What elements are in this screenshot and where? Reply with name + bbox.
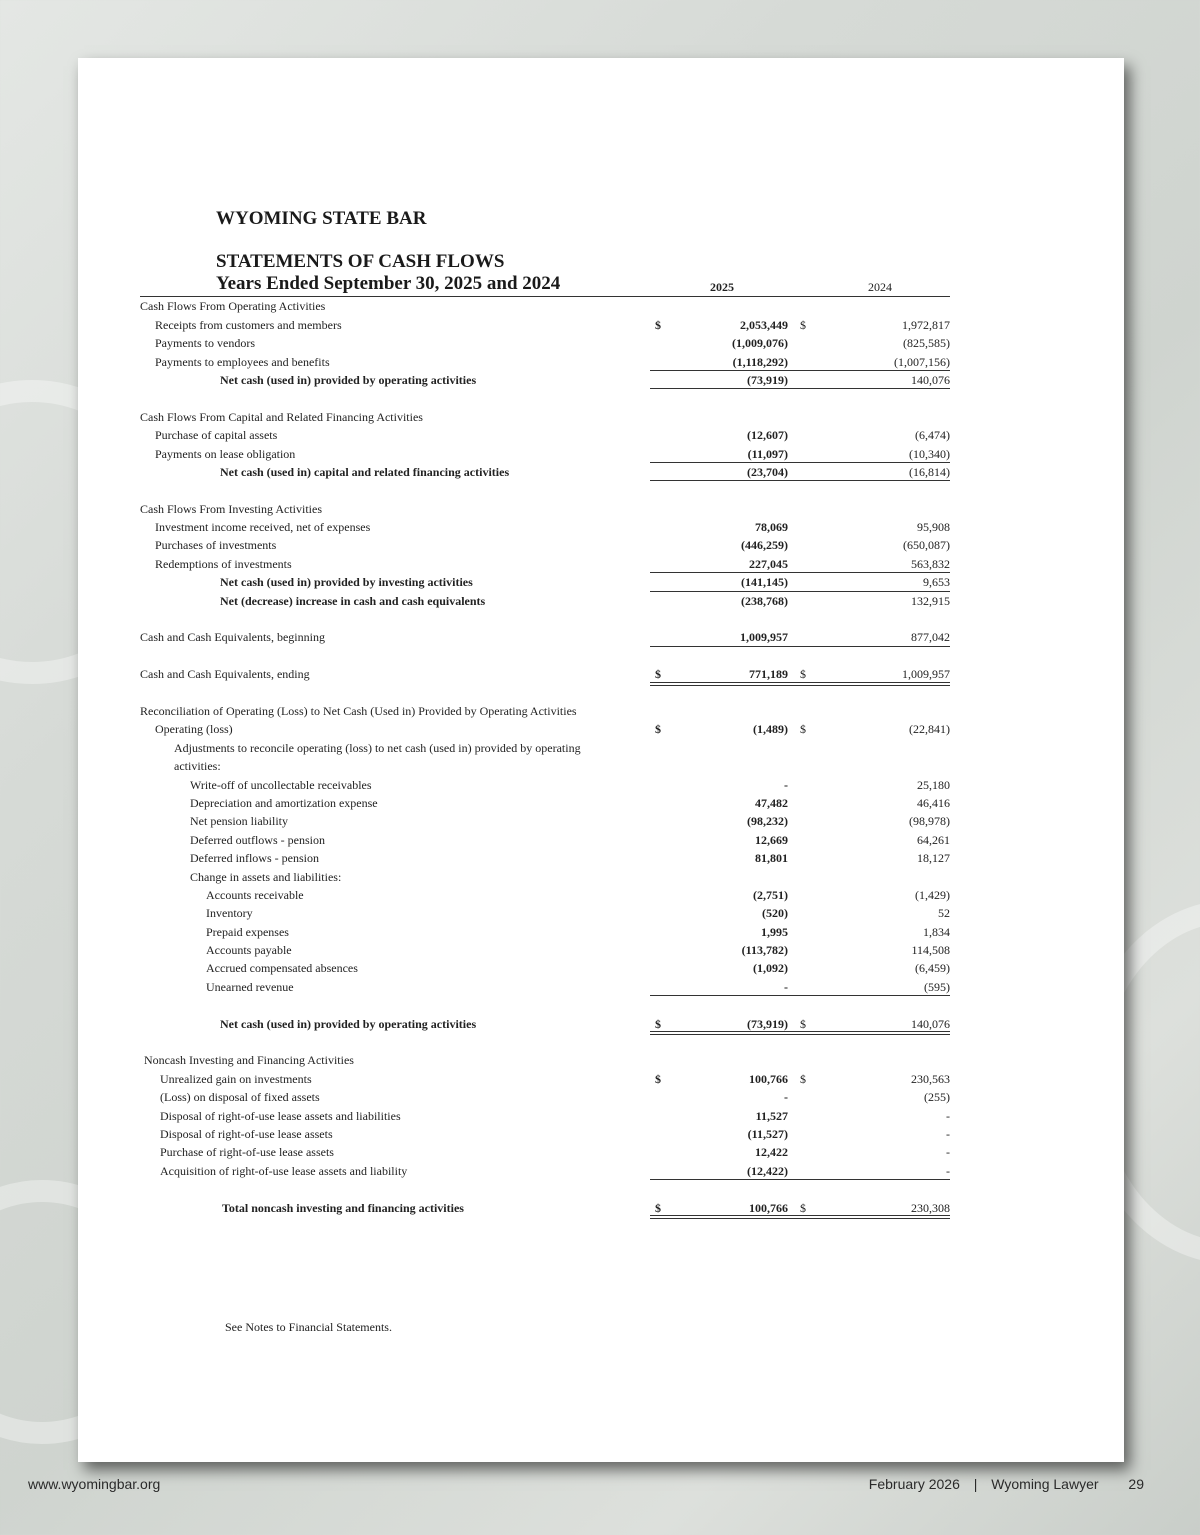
currency-sign: $ xyxy=(800,1200,806,1215)
table-row xyxy=(140,628,950,646)
value-2024: (595) xyxy=(924,979,950,994)
row-label: Payments to employees and benefits xyxy=(155,354,330,369)
table-row xyxy=(140,1088,950,1106)
table-row xyxy=(140,1125,950,1143)
row-label: Receipts from customers and members xyxy=(155,317,342,332)
value-2024: 877,042 xyxy=(911,630,950,645)
cash-flow-statement xyxy=(140,278,950,1217)
value-2025: (73,919) xyxy=(747,1016,788,1031)
spacer xyxy=(140,647,950,665)
currency-sign: $ xyxy=(655,1200,661,1215)
table-row xyxy=(140,426,950,444)
value-2024: 52 xyxy=(938,906,950,921)
value-2025: - xyxy=(784,777,788,792)
value-2025: (2,751) xyxy=(753,887,788,902)
value-2025: (1,092) xyxy=(753,961,788,976)
value-2024: - xyxy=(946,1145,950,1160)
table-row xyxy=(140,776,950,794)
value-2024: - xyxy=(946,1108,950,1123)
total-row xyxy=(140,463,950,481)
value-2024: (1,007,156) xyxy=(894,354,950,369)
row-label: Accounts receivable xyxy=(206,887,304,902)
currency-sign: $ xyxy=(655,1071,661,1086)
organization-name: WYOMING STATE BAR xyxy=(216,208,427,229)
table-row xyxy=(140,904,950,922)
row-label: Unrealized gain on investments xyxy=(160,1071,312,1086)
value-2024: 1,972,817 xyxy=(902,317,950,332)
value-2024: 95,908 xyxy=(917,520,950,535)
footer-issue-info xyxy=(869,1476,1144,1492)
value-2024: (22,841) xyxy=(909,722,950,737)
row-label: Acquisition of right-of-use lease assets and liability xyxy=(160,1163,408,1178)
table-row xyxy=(140,959,950,977)
row-label: Write-off of uncollectable receivables xyxy=(190,777,372,792)
row-label: Net pension liability xyxy=(190,814,288,829)
currency-sign: $ xyxy=(800,1016,806,1031)
value-2025: (446,259) xyxy=(741,538,788,553)
row-label: Cash and Cash Equivalents, beginning xyxy=(140,630,325,645)
value-2025: (73,919) xyxy=(747,372,788,387)
value-2025: (238,768) xyxy=(741,593,788,608)
value-2025: - xyxy=(784,1090,788,1105)
value-2025: 11,527 xyxy=(755,1108,788,1123)
table-row xyxy=(140,536,950,554)
column-header-2024: 2024 xyxy=(868,280,892,294)
spacer xyxy=(140,1180,950,1198)
double-rule xyxy=(650,1215,950,1219)
value-2024: (98,978) xyxy=(909,814,950,829)
table-row xyxy=(140,665,950,683)
column-header-2025: 2025 xyxy=(710,280,734,294)
table-row xyxy=(140,1107,950,1125)
table-row xyxy=(140,445,950,463)
value-2025: 1,995 xyxy=(761,924,788,939)
value-2025: (11,527) xyxy=(747,1126,788,1141)
table-row xyxy=(140,941,950,959)
value-2025: (98,232) xyxy=(747,814,788,829)
section-heading xyxy=(140,408,950,426)
value-2024: 230,563 xyxy=(911,1071,950,1086)
row-label: Payments to vendors xyxy=(155,336,255,351)
value-2024: 9,653 xyxy=(923,575,950,590)
spacer xyxy=(140,684,950,702)
section-heading xyxy=(140,1051,950,1069)
total-label: Net cash (used in) provided by operating activities xyxy=(220,1016,477,1031)
value-2025: (12,422) xyxy=(747,1163,788,1178)
value-2025: (141,145) xyxy=(741,575,788,590)
value-2024: (6,474) xyxy=(915,428,950,443)
row-label: Prepaid expenses xyxy=(206,924,289,939)
total-label: Net cash (used in) provided by operating activities xyxy=(220,372,477,387)
footer-page-number: 29 xyxy=(1128,1476,1144,1492)
spacer xyxy=(140,610,950,628)
value-2025: (23,704) xyxy=(747,464,788,479)
row-label: (Loss) on disposal of fixed assets xyxy=(160,1090,320,1105)
value-2024: - xyxy=(946,1163,950,1178)
value-2025: - xyxy=(784,979,788,994)
currency-sign: $ xyxy=(800,1071,806,1086)
total-label: Total noncash investing and financing activities xyxy=(222,1200,464,1215)
footer-publication: Wyoming Lawyer xyxy=(991,1476,1099,1492)
row-label: Change in assets and liabilities: xyxy=(190,869,342,884)
row-label: Payments on lease obligation xyxy=(155,446,296,461)
value-2024: (255) xyxy=(924,1090,950,1105)
value-2025: 47,482 xyxy=(755,795,788,810)
value-2025: (1,118,292) xyxy=(732,354,788,369)
reconciliation-heading: Reconciliation of Operating (Loss) to Net Cash (Used in) Provided by Operating Activities xyxy=(140,703,577,718)
currency-sign: $ xyxy=(800,317,806,332)
row-label: Purchase of capital assets xyxy=(155,428,278,443)
value-2024: (16,814) xyxy=(909,464,950,479)
table-row xyxy=(140,739,950,757)
value-2024: (1,429) xyxy=(915,887,950,902)
spacer xyxy=(140,389,950,407)
total-row xyxy=(140,1199,950,1217)
value-2024: (10,340) xyxy=(909,446,950,461)
value-2024: 563,832 xyxy=(911,556,950,571)
row-label: Deferred inflows - pension xyxy=(190,851,319,866)
section-heading xyxy=(140,500,950,518)
table-row xyxy=(140,353,950,371)
value-2025: (12,607) xyxy=(747,428,788,443)
value-2024: 114,508 xyxy=(911,943,950,958)
value-2025: 100,766 xyxy=(749,1200,788,1215)
row-label: Operating (loss) xyxy=(155,722,233,737)
section-heading xyxy=(140,297,950,315)
value-2025: 12,669 xyxy=(755,832,788,847)
table-row xyxy=(140,978,950,996)
table-row xyxy=(140,831,950,849)
table-row xyxy=(140,923,950,941)
table-row xyxy=(140,334,950,352)
value-2025: (520) xyxy=(762,906,788,921)
investing-heading: Cash Flows From Investing Activities xyxy=(140,501,323,516)
row-label: Redemptions of investments xyxy=(155,556,292,571)
currency-sign: $ xyxy=(800,722,806,737)
row-label: Inventory xyxy=(206,906,253,921)
row-label: Purchases of investments xyxy=(155,538,277,553)
value-2025: (113,782) xyxy=(741,943,788,958)
value-2025: (1,009,076) xyxy=(732,336,788,351)
total-row xyxy=(140,371,950,389)
financing-heading: Cash Flows From Capital and Related Financing Activities xyxy=(140,409,423,424)
value-2024: 140,076 xyxy=(911,1016,950,1031)
footer-website[interactable]: www.wyomingbar.org xyxy=(28,1476,161,1492)
spacer xyxy=(140,481,950,499)
value-2024: 18,127 xyxy=(917,851,950,866)
value-2025: 771,189 xyxy=(749,667,788,682)
value-2024: 64,261 xyxy=(917,832,950,847)
row-label: Depreciation and amortization expense xyxy=(190,795,378,810)
section-heading xyxy=(140,702,950,720)
table-row xyxy=(140,812,950,830)
footer-separator: | xyxy=(973,1476,978,1492)
row-label: activities: xyxy=(174,759,221,774)
table-row xyxy=(140,868,950,886)
total-label: Net cash (used in) capital and related financing activities xyxy=(220,464,510,479)
row-label: Unearned revenue xyxy=(206,979,294,994)
table-row xyxy=(140,849,950,867)
row-label: Disposal of right-of-use lease assets and liabilities xyxy=(160,1108,401,1123)
value-2024: 230,308 xyxy=(911,1200,950,1215)
value-2024: 1,834 xyxy=(923,924,950,939)
value-2024: 132,915 xyxy=(911,593,950,608)
currency-sign: $ xyxy=(800,667,806,682)
table-row xyxy=(140,1070,950,1088)
value-2024: 46,416 xyxy=(917,795,950,810)
noncash-heading: Noncash Investing and Financing Activities xyxy=(144,1053,354,1068)
table-row xyxy=(140,886,950,904)
currency-sign: $ xyxy=(655,317,661,332)
currency-sign: $ xyxy=(655,1016,661,1031)
statement-title: STATEMENTS OF CASH FLOWS xyxy=(216,251,505,272)
spacer xyxy=(140,996,950,1014)
value-2024: 140,076 xyxy=(911,372,950,387)
total-label: Net (decrease) increase in cash and cash equivalents xyxy=(220,593,486,608)
value-2025: 2,053,449 xyxy=(740,317,788,332)
value-2025: 227,045 xyxy=(749,556,788,571)
total-row xyxy=(140,1015,950,1033)
value-2024: (825,585) xyxy=(903,336,950,351)
total-row xyxy=(140,573,950,591)
table-row xyxy=(140,518,950,536)
statement-period: Years Ended September 30, 2025 and 2024 xyxy=(216,273,561,294)
value-2024: (650,087) xyxy=(903,538,950,553)
value-2025: (1,489) xyxy=(753,722,788,737)
footer-issue: February 2026 xyxy=(868,1476,960,1492)
currency-sign: $ xyxy=(655,722,661,737)
spacer xyxy=(140,1033,950,1051)
table-row xyxy=(140,316,950,334)
row-label: Accrued compensated absences xyxy=(206,961,358,976)
value-2024: 1,009,957 xyxy=(902,667,950,682)
row-label: Cash and Cash Equivalents, ending xyxy=(140,667,310,682)
value-2025: 1,009,957 xyxy=(740,630,788,645)
table-row xyxy=(140,794,950,812)
currency-sign: $ xyxy=(655,667,661,682)
value-2025: (11,097) xyxy=(747,446,788,461)
footnote: See Notes to Financial Statements. xyxy=(225,1320,392,1334)
row-label: Deferred outflows - pension xyxy=(190,832,325,847)
table-row xyxy=(140,757,950,775)
table-row xyxy=(140,1162,950,1180)
table-row xyxy=(140,555,950,573)
total-row xyxy=(140,592,950,610)
row-label: Investment income received, net of expenses xyxy=(155,520,371,535)
value-2025: 12,422 xyxy=(755,1145,788,1160)
value-2024: 25,180 xyxy=(917,777,950,792)
column-header-row xyxy=(140,278,950,297)
row-label: Adjustments to reconcile operating (loss) to net cash (used in) provided by operating xyxy=(174,740,581,755)
value-2024: (6,459) xyxy=(915,961,950,976)
value-2024: - xyxy=(946,1126,950,1141)
operating-heading: Cash Flows From Operating Activities xyxy=(140,299,326,314)
table-row xyxy=(140,1143,950,1161)
value-2025: 78,069 xyxy=(755,520,788,535)
total-label: Net cash (used in) provided by investing activities xyxy=(220,575,473,590)
row-label: Purchase of right-of-use lease assets xyxy=(160,1145,334,1160)
row-label: Accounts payable xyxy=(206,943,292,958)
value-2025: 100,766 xyxy=(749,1071,788,1086)
row-label: Disposal of right-of-use lease assets xyxy=(160,1126,333,1141)
table-row xyxy=(140,720,950,738)
value-2025: 81,801 xyxy=(755,851,788,866)
